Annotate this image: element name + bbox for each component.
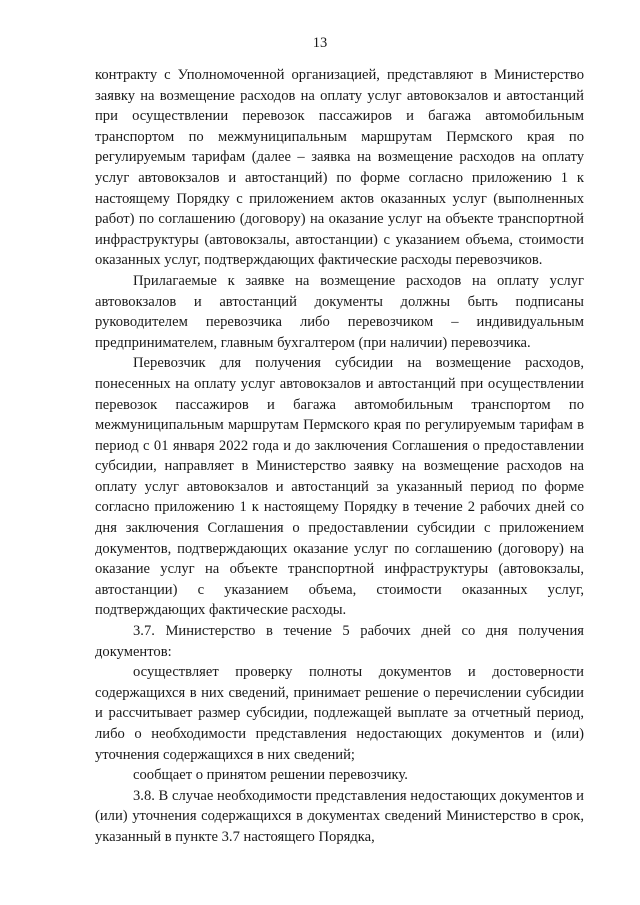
page-number: 13 <box>312 35 328 51</box>
paragraph-verification: осуществляет проверку полноты документов и достоверности содержащихся в них сведений, принимает решение о перечислении субсидии и рассчитывает размер субсидии, подлежащей выплате за отчетный период, либо о необходимости представления недостающих документов и (или) уточнения содержащихся в них сведений; <box>95 664 584 763</box>
paragraph-clause-3-8: 3.8. В случае необходимости представления недостающих документов и (или) уточнения содержащихся в документах сведений Министерство в срок, указанный в пункте 3.7 настоящего Порядка, <box>95 787 584 845</box>
paragraph-carrier-application: Перевозчик для получения субсидии на возмещение расходов, понесенных на оплату услуг автовокзалов и автостанций при осуществлении перевозок пассажиров и багажа автомобильным транспортом по межмуниципальным маршрутам Пермского края по регулируемым тарифам в период с 01 января 2022 года и до заключения Соглашения о предоставлении субсидии, направляет в Министерство заявку на возмещение расходов на оплату услуг автовокзалов и автостанций за указанный период по форме согласно приложению 1 к настоящему Порядку в течение 2 рабочих дней со дня заключения Соглашения о предоставлении субсидии с приложением документов, подтверждающих оказание услуг по соглашению (договору) на оказание услуг на объекте транспортной инфраструктуры (автовокзалы, автостанции) с указанием объема, стоимости оказанных услуг, подтверждающих фактические расходы. <box>95 355 584 619</box>
paragraph-continuation: контракту с Уполномоченной организацией, представляют в Министерство заявку на возмещение расходов на оплату услуг автовокзалов и автостанций при осуществлении перевозок пассажиров и багажа автомобильным транспортом по межмуниципальным маршрутам Пермского края по регулируемым тарифам (далее – заявка на возмещение расходов на оплату услуг автовокзалов и автостанций) по форме согласно приложению 1 к настоящему Порядку с приложением актов оказанных услуг (выполненных работ) по соглашению (договору) на оказание услуг на объекте транспортной инфраструктуры (автовокзалы, автостанции) с указанием объема, стоимости оказанных услуг, подтверждающих фактические расходы перевозчиков. <box>95 67 584 269</box>
document-body <box>95 65 584 848</box>
paragraph-signing-requirements: Прилагаемые к заявке на возмещение расходов на оплату услуг автовокзалов и автостанций документы должны быть подписаны руководителем перевозчика либо перевозчиком – индивидуальным предпринимателем, главным бухгалтером (при наличии) перевозчика. <box>95 272 584 351</box>
paragraph-notification: сообщает о принятом решении перевозчику. <box>133 767 408 784</box>
paragraph-clause-3-7: 3.7. Министерство в течение 5 рабочих дней со дня получения документов: <box>95 623 584 660</box>
